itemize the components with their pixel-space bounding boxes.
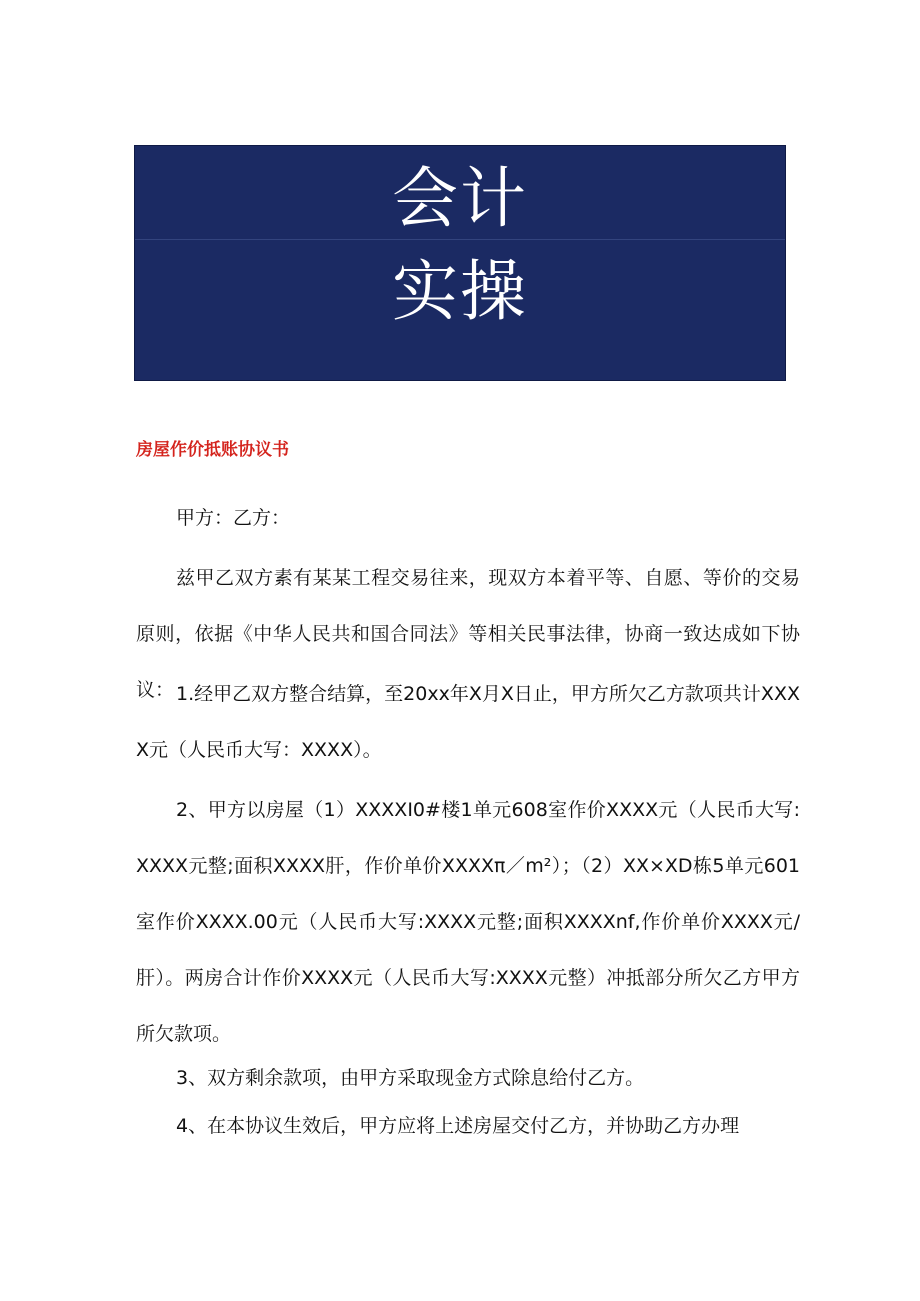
clause-1: 1.经甲乙双方整合结算，至20xx年X月X日止，甲方所欠乙方款项共计XXXX元（人民币大写：XXXX）。	[136, 683, 800, 761]
banner-divider	[135, 239, 785, 240]
parties-line: 甲方：乙方：	[176, 507, 291, 529]
banner-title-line-2: 实操	[392, 253, 528, 330]
header-banner	[134, 145, 786, 381]
intro-paragraph: 兹甲乙双方素有某某工程交易往来，现双方本着平等、自愿、等价的交易原则，依据《中华人民共和国合同法》等相关民事法律，协商一致达成如下协议：	[136, 567, 800, 701]
clause-4: 4、在本协议生效后，甲方应将上述房屋交付乙方，并协助乙方办理	[176, 1115, 740, 1137]
document-title: 房屋作价抵账协议书	[136, 440, 289, 460]
clause-2: 2、甲方以房屋（1）XXXXI0#楼1单元608室作价XXXX元（人民币大写:XXXX元整;面积XXXX肝，作价单价XXXXπ／m²）；（2）XX×XD栋5单元601室作价XXXX.00元（人民币大写:XXXX元整;面积XXXXnf,作价单价XXXX元/肝）。两房合计作价XXXX元（人民币大写:XXXX元整）冲抵部分所欠乙方甲方所欠款项。	[136, 799, 800, 1045]
banner-title-line-1: 会计	[392, 160, 528, 237]
clause-3: 3、双方剩余款项，由甲方采取现金方式除息给付乙方。	[176, 1067, 645, 1089]
